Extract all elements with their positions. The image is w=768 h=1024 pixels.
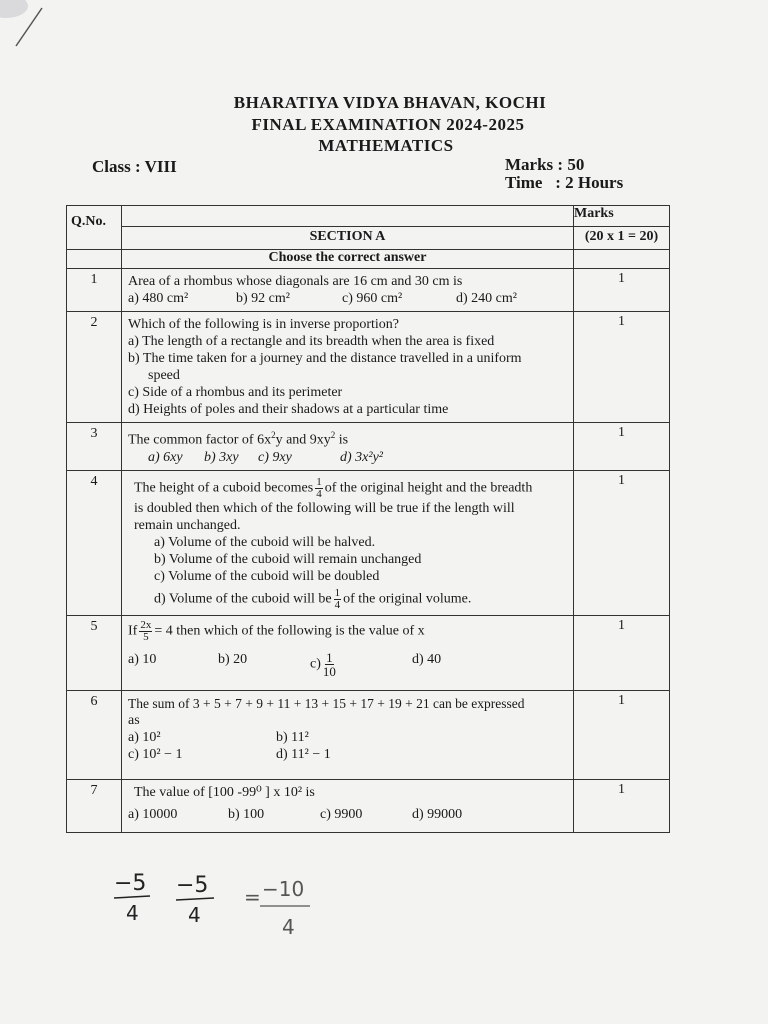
option-c: c) 9xy <box>258 449 292 465</box>
qno-header: Q.No. <box>67 206 122 250</box>
question-text: Which of the following is in inverse proportion? <box>128 317 399 332</box>
option-d: d) Heights of poles and their shadows at a particular time <box>128 402 449 417</box>
option-a: a) 480 cm² <box>128 291 189 306</box>
question-row <box>67 269 670 312</box>
option-d: d) 3x²y² <box>340 449 383 465</box>
svg-text:−5: −5 <box>114 871 147 896</box>
question-text-line2: is doubled then which of the following will be true if the length will <box>134 500 515 516</box>
option-b: b) Volume of the cuboid will remain unchanged <box>154 551 422 567</box>
option-c: c) 9900 <box>320 806 363 822</box>
question-marks: 1 <box>574 470 670 615</box>
option-d: d) 11² − 1 <box>276 746 331 762</box>
option-c: c) Volume of the cuboid will be doubled <box>154 568 380 584</box>
question-marks: 1 <box>574 690 670 779</box>
option-b: b) 20 <box>218 651 248 667</box>
question-text: The common factor of $6x^2y$ and $9xy^2$ is <box>128 430 349 448</box>
option-d: d) Volume of the cuboid will be $\frac{1}{4}$ of the original volume. <box>154 586 472 611</box>
question-number: 5 <box>67 615 122 690</box>
svg-text:=: = <box>244 885 261 909</box>
svg-text:4: 4 <box>126 901 139 925</box>
question-number: 6 <box>67 690 122 779</box>
question-text: The value of [100 -99⁰ ] x 10² is <box>134 784 315 800</box>
question-text-line3: remain unchanged. <box>134 517 241 533</box>
question-number: 2 <box>67 312 122 423</box>
question-table <box>66 205 670 833</box>
svg-text:4: 4 <box>188 903 201 927</box>
question-marks: 1 <box>574 269 670 312</box>
question-row <box>67 423 670 471</box>
class-label: Class : VIII <box>92 157 177 176</box>
question-row <box>67 312 670 423</box>
svg-text:−5: −5 <box>176 873 209 898</box>
option-d: d) 99000 <box>412 806 463 822</box>
question-number: 4 <box>67 470 122 615</box>
question-row <box>67 470 670 615</box>
question-text: If $\frac{2x}{5}$ = 4 then which of the following is the value of x <box>128 618 425 643</box>
option-d: d) 240 cm² <box>456 291 517 306</box>
option-a: a) 10² <box>128 729 161 745</box>
option-a: a) The length of a rectangle and its breadth when the area is fixed <box>128 334 495 349</box>
exam-title: FINAL EXAMINATION 2024-2025 <box>251 115 525 134</box>
marks-label: Marks : 50 <box>505 155 585 174</box>
option-b: b) 3xy <box>204 449 239 465</box>
subject-title: MATHEMATICS <box>318 136 454 155</box>
option-a: a) 6xy <box>148 449 183 465</box>
question-number: 3 <box>67 423 122 471</box>
option-c: c) Side of a rhombus and its perimeter <box>128 385 343 400</box>
svg-text:−10: −10 <box>262 877 305 901</box>
question-text-line2: as <box>128 712 140 728</box>
question-marks: 1 <box>574 615 670 690</box>
option-a: a) 10000 <box>128 806 178 822</box>
pen-mark <box>0 0 60 60</box>
question-number: 7 <box>67 779 122 832</box>
question-row <box>67 779 670 832</box>
question-marks: 1 <box>574 423 670 471</box>
option-c: c) 10² − 1 <box>128 746 183 762</box>
option-b: b) 92 cm² <box>236 291 290 306</box>
section-title: SECTION A <box>122 227 574 250</box>
fraction: $\frac{2x}{5}$ <box>140 618 152 643</box>
option-c: c) $\frac{1}{10}$ <box>310 649 336 679</box>
option-b: b) 100 <box>228 806 265 822</box>
question-number: 1 <box>67 269 122 312</box>
question-text: The height of a cuboid becomes $\frac{1}{4}$ of the original height and the breadth <box>134 475 533 500</box>
question-row <box>67 615 670 690</box>
section-marks: (20 x 1 = 20) <box>574 227 670 250</box>
school-name: BHARATIYA VIDYA BHAVAN, KOCHI <box>233 93 547 112</box>
question-marks: 1 <box>574 312 670 423</box>
option-b: b) The time taken for a journey and the distance travelled in a uniform <box>128 351 522 366</box>
question-marks: 1 <box>574 779 670 832</box>
option-b: b) 11² <box>276 729 309 745</box>
marks-header: Marks <box>574 206 670 227</box>
option-d: d) 40 <box>412 651 442 667</box>
option-a: a) Volume of the cuboid will be halved. <box>154 534 376 550</box>
time-label: Time : 2 Hours <box>505 173 624 192</box>
fraction: $\frac{1}{10}$ <box>322 649 336 679</box>
option-c: c) 960 cm² <box>342 291 403 306</box>
fraction: $\frac{1}{4}$ <box>334 586 341 611</box>
instruction: Choose the correct answer <box>122 250 574 269</box>
handwritten-note <box>110 862 330 952</box>
option-b-cont: speed <box>148 368 180 383</box>
question-row <box>67 690 670 779</box>
question-text: Area of a rhombus whose diagonals are 16 cm and 30 cm is <box>128 274 463 289</box>
fraction: $\frac{1}{4}$ <box>316 475 322 500</box>
question-text: The sum of 3 + 5 + 7 + 9 + 11 + 13 + 15 + 17 + 19 + 21 can be expressed <box>128 695 525 711</box>
option-a: a) 10 <box>128 651 157 667</box>
svg-text:4: 4 <box>282 915 295 939</box>
